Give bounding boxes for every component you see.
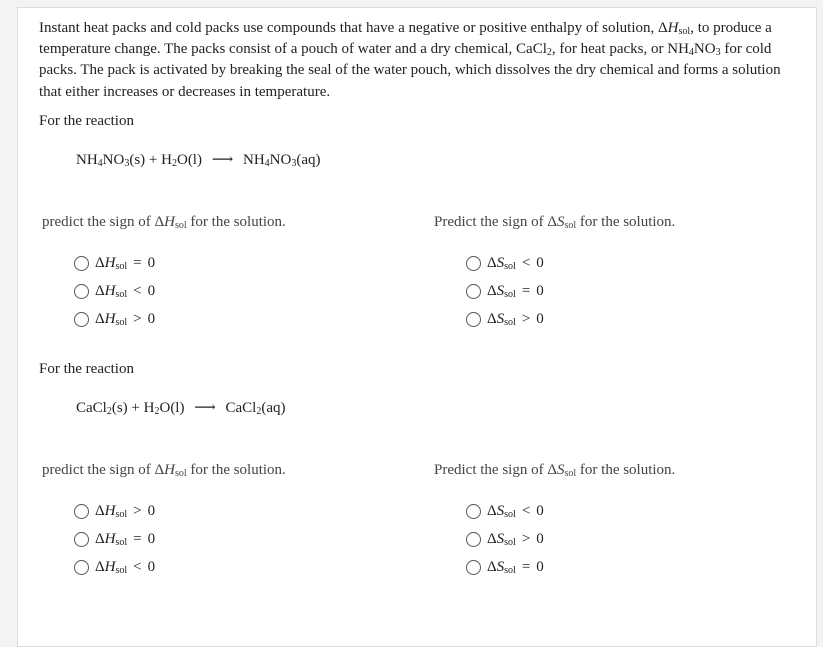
reaction-arrow-icon: ⟶	[194, 400, 216, 416]
r2-enthalpy-option-3[interactable]: $\Delta H_{sol} < 0$	[74, 556, 155, 578]
reaction-1-entropy-question: Predict the sign of $\Delta S_{sol}$ for the solution.	[434, 214, 676, 231]
reaction-2-label: For the reaction	[39, 361, 134, 377]
radio-button[interactable]	[466, 560, 481, 575]
radio-button[interactable]	[466, 256, 481, 271]
r1-enthalpy-option-3[interactable]: $\Delta H_{sol} > 0$	[74, 308, 155, 330]
r2-enthalpy-option-1[interactable]: $\Delta H_{sol} > 0$	[74, 500, 155, 522]
intro-paragraph	[39, 18, 789, 103]
radio-button[interactable]	[466, 504, 481, 519]
reaction-arrow-icon: ⟶	[211, 152, 234, 168]
no-subscript: 3	[715, 47, 721, 59]
cacl-subscript: 2	[546, 47, 552, 59]
cacl-formula: CaCl	[516, 41, 547, 58]
r1-enthalpy-option-2[interactable]: $\Delta H_{sol} < 0$	[74, 280, 155, 302]
sol-subscript: sol	[678, 26, 691, 37]
intro-text-2: , to produce a temperature change. The packs consist of a pouch of water and a dry chemical,	[39, 20, 772, 58]
radio-button[interactable]	[74, 256, 89, 271]
reaction-2-entropy-question: Predict the sign of $\Delta S_{sol}$ for the solution.	[434, 462, 676, 479]
question-card	[17, 7, 817, 647]
intro-text-3: , for heat packs, or	[551, 41, 664, 58]
radio-button[interactable]	[466, 532, 481, 547]
reaction-2-enthalpy-question: predict the sign of $\Delta H_{sol}$ for the solution.	[42, 462, 286, 479]
enthalpy-symbol: H	[667, 20, 679, 36]
nh-formula: NH	[667, 41, 689, 58]
r1-enthalpy-option-1[interactable]: $\Delta H_{sol} = 0$	[74, 252, 155, 274]
radio-button[interactable]	[74, 504, 89, 519]
nh-subscript: 4	[688, 47, 694, 59]
radio-button[interactable]	[74, 312, 89, 327]
reaction-1-label: For the reaction	[39, 113, 134, 129]
radio-button[interactable]	[74, 532, 89, 547]
reaction-1-equation: $NH_4NO_3(s) + H_2O(l)$ ⟶ $NH_4NO_3(aq)$	[76, 152, 321, 169]
reaction-1-enthalpy-question: predict the sign of $\Delta H_{sol}$ for the solution.	[42, 214, 286, 231]
radio-button[interactable]	[74, 560, 89, 575]
radio-button[interactable]	[466, 312, 481, 327]
r2-entropy-option-2[interactable]: $\Delta S_{sol} > 0$	[466, 528, 544, 550]
delta-symbol: Δ	[658, 20, 668, 36]
r2-enthalpy-option-2[interactable]: $\Delta H_{sol} = 0$	[74, 528, 155, 550]
intro-text-4: for cold packs. The pack is activated by breaking the seal of the water pouch, which dissolves the dry chemical and forms a solution that either increases or decreases in temperature.	[39, 41, 781, 100]
radio-button[interactable]	[466, 284, 481, 299]
r2-entropy-option-3[interactable]: $\Delta S_{sol} = 0$	[466, 556, 544, 578]
no-formula: NO	[693, 41, 716, 58]
radio-button[interactable]	[74, 284, 89, 299]
r1-entropy-option-2[interactable]: $\Delta S_{sol} = 0$	[466, 280, 544, 302]
r1-entropy-option-1[interactable]: $\Delta S_{sol} < 0$	[466, 252, 544, 274]
r1-entropy-option-3[interactable]: $\Delta S_{sol} > 0$	[466, 308, 544, 330]
reaction-2-equation: CaCl$_2$(s) + $H_2O(l)$ ⟶ CaCl$_2$(aq)	[76, 400, 286, 417]
intro-text-1: Instant heat packs and cold packs use compounds that have a negative or positive enthalpy of solution,	[39, 20, 655, 36]
r2-entropy-option-1[interactable]: $\Delta S_{sol} < 0$	[466, 500, 544, 522]
